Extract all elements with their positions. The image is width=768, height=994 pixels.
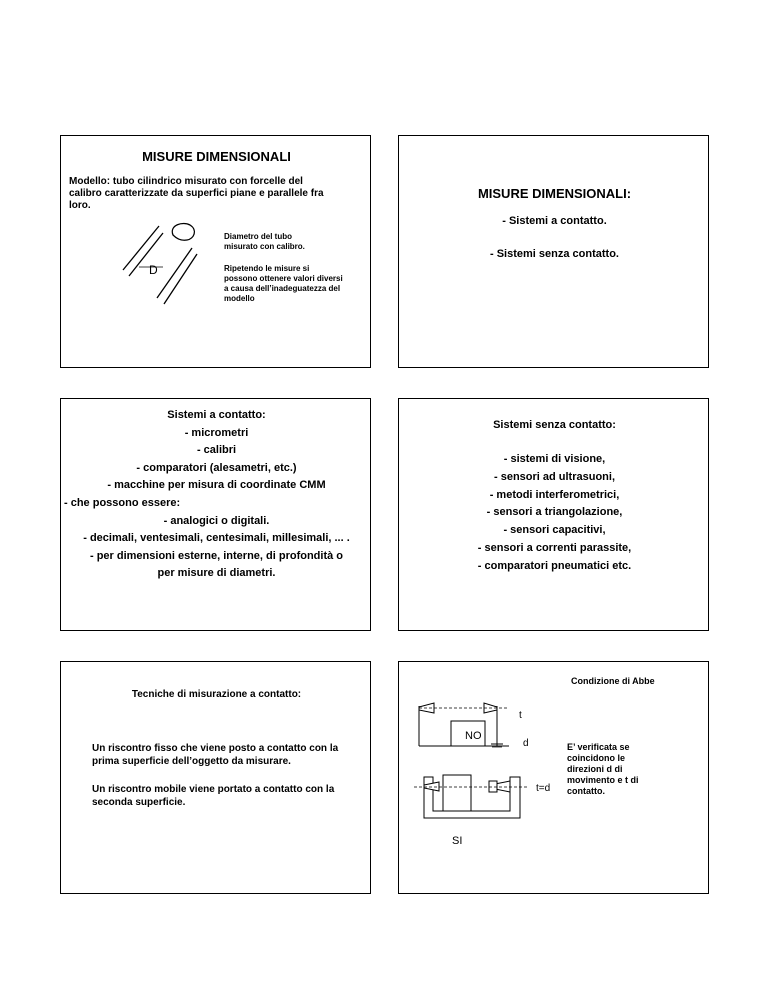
list-item: - macchine per misura di coordinate CMM xyxy=(107,479,326,492)
list-item: Sistemi a contatto: xyxy=(167,409,266,421)
slide-title: Condizione di Abbe xyxy=(571,676,655,686)
list-item: - che possono essere: xyxy=(64,496,181,509)
list-item: - calibri xyxy=(196,444,237,457)
slide-condizione-di-abbe xyxy=(398,661,709,894)
mobile-contact-paragraph: Un riscontro mobile viene portato a contatto con la seconda superficie. xyxy=(92,784,335,808)
model-intro: Modello: tubo cilindrico misurato con forcelle del calibro caratterizzate da superfici piane e parallele fra loro. xyxy=(69,176,324,211)
label-no: NO xyxy=(465,730,482,742)
label-t: t xyxy=(519,710,522,721)
note-repeat: Ripetendo le misure si possono ottenere valori diversi a causa dell’inadeguatezza del modello xyxy=(224,264,343,303)
list-item: - sensori a triangolazione, xyxy=(486,506,623,519)
abbe-note: E’ verificata se coincidono le direzioni d di movimento e t di contatto. xyxy=(567,742,639,796)
list-item: - metodi interferometrici, xyxy=(489,488,620,501)
slide-tecniche-misurazione xyxy=(60,661,371,894)
contactless-systems-list xyxy=(399,451,710,576)
label-d: d xyxy=(523,738,529,749)
item-contactless-systems: - Sistemi senza contatto. xyxy=(490,248,619,260)
list-item: - sensori capacitivi, xyxy=(503,524,606,537)
note-diameter: Diametro del tubo misurato con calibro. xyxy=(224,232,305,251)
slide-title: Sistemi senza contatto: xyxy=(493,419,616,431)
list-item: - comparatori (alesametri, etc.) xyxy=(136,461,297,474)
list-item: - sistemi di visione, xyxy=(503,453,606,465)
contact-systems-list xyxy=(61,407,372,583)
item-contact-systems: - Sistemi a contatto. xyxy=(502,215,607,227)
label-t-equals-d: t=d xyxy=(536,783,551,794)
diameter-label: D xyxy=(149,263,158,277)
list-item: per misure di diametri. xyxy=(157,567,276,580)
fixed-contact-paragraph: Un riscontro fisso che viene posto a contatto con la prima superficie dell’oggetto da misurare. xyxy=(92,743,339,767)
caliper-tube-diagram xyxy=(61,136,372,369)
list-item: - per dimensioni esterne, interne, di profondità o xyxy=(89,549,344,562)
list-item: - micrometri xyxy=(184,426,249,439)
list-item: - comparatori pneumatici etc. xyxy=(477,559,632,572)
list-item: - sensori ad ultrasuoni, xyxy=(493,470,616,483)
slide-misure-dimensionali-list xyxy=(398,135,709,368)
list-item: - decimali, ventesimali, centesimali, millesimali, ... . xyxy=(83,532,350,545)
slide-title: MISURE DIMENSIONALI: xyxy=(477,186,632,201)
abbe-condition-diagram xyxy=(399,662,710,895)
slide-title: Tecniche di misurazione a contatto: xyxy=(131,689,302,700)
slide-title: MISURE DIMENSIONALI xyxy=(142,149,291,164)
slide-misure-dimensionali xyxy=(60,135,371,368)
slide-sistemi-a-contatto xyxy=(60,398,371,631)
slide-sistemi-senza-contatto xyxy=(398,398,709,631)
label-si: SI xyxy=(452,835,463,847)
list-item: - sensori a correnti parassite, xyxy=(477,541,632,554)
list-item: - analogici o digitali. xyxy=(163,514,270,527)
